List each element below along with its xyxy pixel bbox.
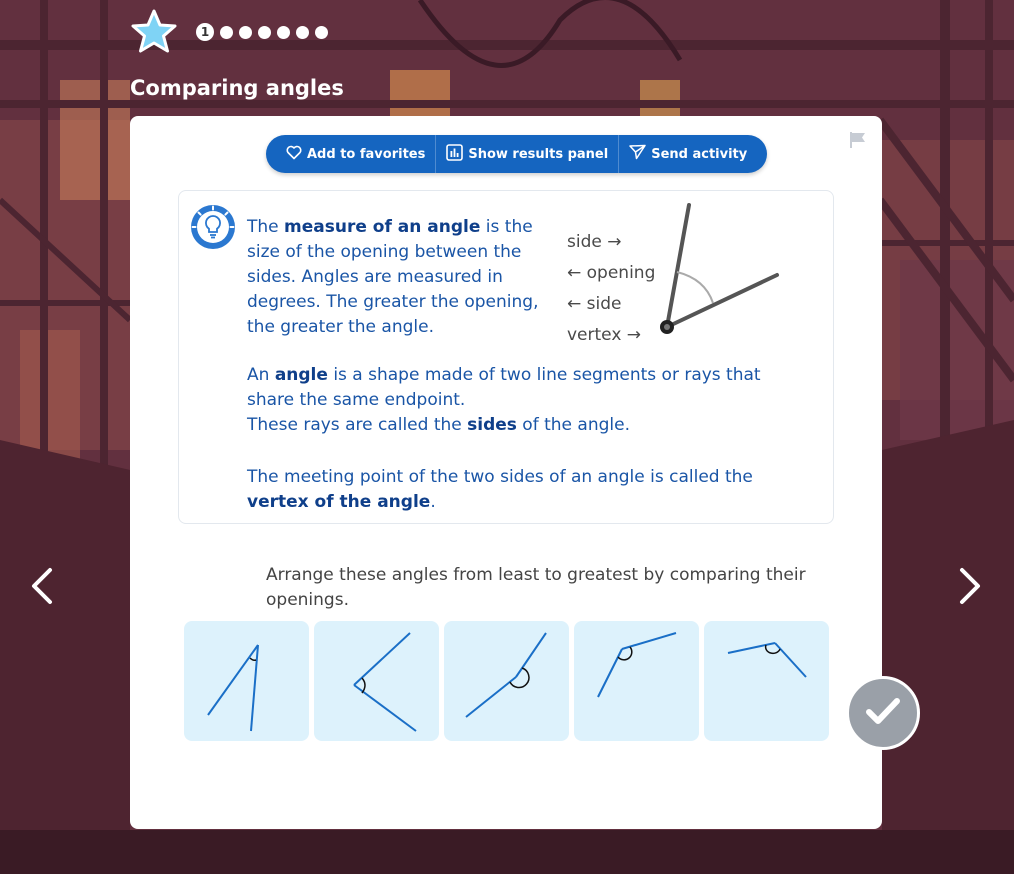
add-to-favorites-label: Add to favorites [307,146,426,162]
activity-toolbar [266,135,767,173]
diagram-label-opening: ← opening [567,263,656,283]
vertex-definition: The meeting point of the two sides of an angle is called the vertex of the angle. [247,467,753,512]
angle-tile-5[interactable] [704,621,829,741]
show-results-panel-label: Show results panel [468,146,609,162]
info-box [178,190,834,524]
angle-tile-1[interactable] [184,621,309,741]
step-dot [220,26,233,39]
lightbulb-icon [189,203,237,255]
angle-tile-4[interactable] [574,621,699,741]
diagram-label-side-top: side → [567,232,622,252]
angle-tile-3[interactable] [444,621,569,741]
heart-icon [286,145,302,164]
flag-icon[interactable] [848,130,868,154]
send-activity-button[interactable] [619,135,767,173]
activity-instruction: Arrange these angles from least to greatest by comparing their openings. [266,565,806,610]
step-dot [296,26,309,39]
show-results-panel-button[interactable] [436,135,619,173]
angle-tile-2[interactable] [314,621,439,741]
next-arrow-icon[interactable] [956,566,984,606]
step-dot [277,26,290,39]
step-dot [239,26,252,39]
send-icon [629,144,646,164]
angle-diagram [567,197,797,351]
add-to-favorites-button[interactable] [266,135,436,173]
angle-measure-definition: The measure of an angle is the size of the opening between the sides. Angles are measured in degrees. The greater the opening, the greater the angle. [247,217,539,337]
previous-arrow-icon[interactable] [28,566,56,606]
activity-card [130,116,882,829]
diagram-label-vertex: vertex → [567,325,642,345]
angle-definition: An angle is a shape made of two line segments or rays that share the same endpoint. These rays are called the sides of the angle. [247,365,761,435]
page-title: Comparing angles [130,76,344,100]
checkmark-icon [865,696,901,730]
angle-tiles [184,621,829,741]
star-icon [130,8,178,56]
send-activity-label: Send activity [651,146,748,162]
step-dot [258,26,271,39]
progress-header [130,10,328,54]
check-answer-button[interactable] [846,676,920,750]
step-dot [315,26,328,39]
diagram-label-side-bottom: ← side [567,294,622,314]
current-step-indicator: 1 [196,23,214,41]
step-progress [196,23,328,41]
bar-chart-icon [446,144,463,165]
